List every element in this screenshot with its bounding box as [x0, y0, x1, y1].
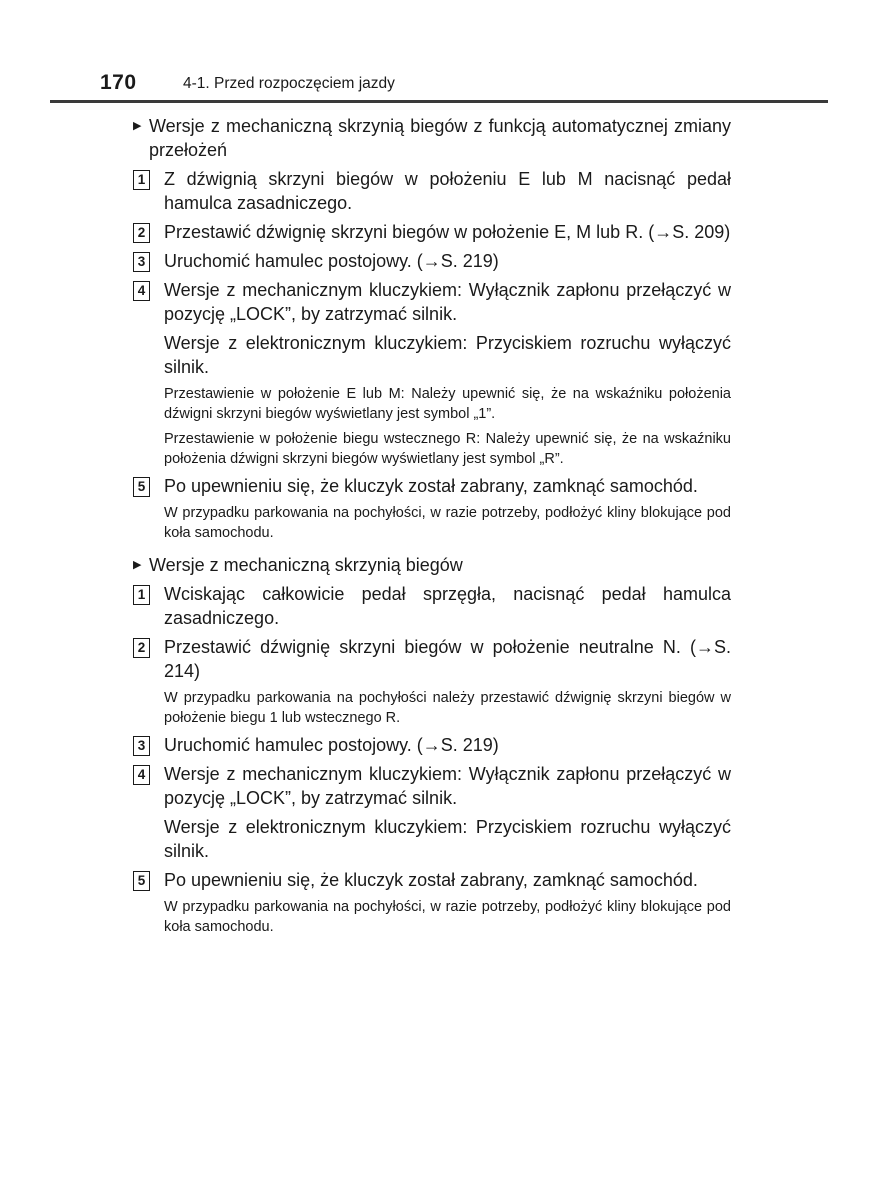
step-number: 3 — [133, 736, 150, 756]
step-text: Uruchomić hamulec postojowy. (→S. 219) — [164, 251, 499, 271]
step-text: Wersje z mechanicznym kluczykiem: Wyłącznik zapłonu przełączyć w pozycję „LOCK”, by zatrzymać silnik. — [164, 764, 731, 808]
procedure-group — [133, 114, 731, 543]
step — [133, 635, 731, 728]
step-number: 1 — [133, 585, 150, 605]
heading-text: Wersje z mechaniczną skrzynią biegów — [149, 555, 463, 575]
step-number: 2 — [133, 223, 150, 243]
triangle-bullet-icon: ▶ — [133, 559, 142, 571]
step-note: Przestawienie w położenie E lub M: Należy upewnić się, że na wskaźniku położenia dźwigni skrzyni biegów wyświetlany jest symbol „1”. — [164, 386, 731, 422]
header-rule — [50, 100, 828, 103]
step-note: W przypadku parkowania na pochyłości, w razie potrzeby, podłożyć kliny blokujące pod koła samochodu. — [164, 505, 731, 541]
step-note: W przypadku parkowania na pochyłości, w razie potrzeby, podłożyć kliny blokujące pod koła samochodu. — [164, 899, 731, 935]
step — [133, 474, 731, 543]
step-note: Przestawienie w położenie biegu wstecznego R: Należy upewnić się, że na wskaźniku położenia dźwigni skrzyni biegów wyświetlany jest symbol „R”. — [164, 431, 731, 467]
step-text: Uruchomić hamulec postojowy. (→S. 219) — [164, 735, 499, 755]
step — [133, 249, 731, 273]
step-number: 1 — [133, 170, 150, 190]
step — [133, 278, 731, 469]
step-text: Przestawić dźwignię skrzyni biegów w położenie neutralne N. (→S. 214) — [164, 637, 731, 681]
step-text: Z dźwignią skrzyni biegów w położeniu E lub M nacisnąć pedał hamulca zasadniczego. — [164, 169, 731, 213]
section-title: 4-1. Przed rozpoczęciem jazdy — [183, 75, 395, 92]
step-note: W przypadku parkowania na pochyłości należy przestawić dźwignię skrzyni biegów w położenie biegu 1 lub wstecznego R. — [164, 690, 731, 726]
step-number: 4 — [133, 281, 150, 301]
procedure-group — [133, 553, 731, 937]
step — [133, 582, 731, 630]
step-extra-text: Wersje z elektronicznym kluczykiem: Przyciskiem rozruchu wyłączyć silnik. — [164, 817, 731, 861]
heading-text: Wersje z mechaniczną skrzynią biegów z funkcją automatycznej zmiany przełożeń — [149, 116, 731, 160]
step-number: 3 — [133, 252, 150, 272]
page-header — [0, 66, 880, 106]
step-text: Wersje z mechanicznym kluczykiem: Wyłącznik zapłonu przełączyć w pozycję „LOCK”, by zatrzymać silnik. — [164, 280, 731, 324]
procedure-heading — [133, 114, 731, 162]
step-text: Przestawić dźwignię skrzyni biegów w położenie E, M lub R. (→S. 209) — [164, 222, 731, 242]
step-extra-text: Wersje z elektronicznym kluczykiem: Przyciskiem rozruchu wyłączyć silnik. — [164, 333, 731, 377]
step-number: 5 — [133, 871, 150, 891]
step-number: 5 — [133, 477, 150, 497]
step — [133, 868, 731, 937]
page-content — [133, 114, 731, 947]
step-text: Po upewnieniu się, że kluczyk został zabrany, zamknąć samochód. — [164, 870, 698, 890]
step — [133, 733, 731, 757]
procedure-heading — [133, 553, 731, 577]
step — [133, 220, 731, 244]
step-text: Wciskając całkowicie pedał sprzęgła, nacisnąć pedał hamulca zasadniczego. — [164, 584, 731, 628]
page-number: 170 — [100, 71, 137, 94]
step-number: 2 — [133, 638, 150, 658]
triangle-bullet-icon: ▶ — [133, 120, 142, 132]
step-number: 4 — [133, 765, 150, 785]
step-text: Po upewnieniu się, że kluczyk został zabrany, zamknąć samochód. — [164, 476, 698, 496]
step — [133, 167, 731, 215]
step — [133, 762, 731, 863]
